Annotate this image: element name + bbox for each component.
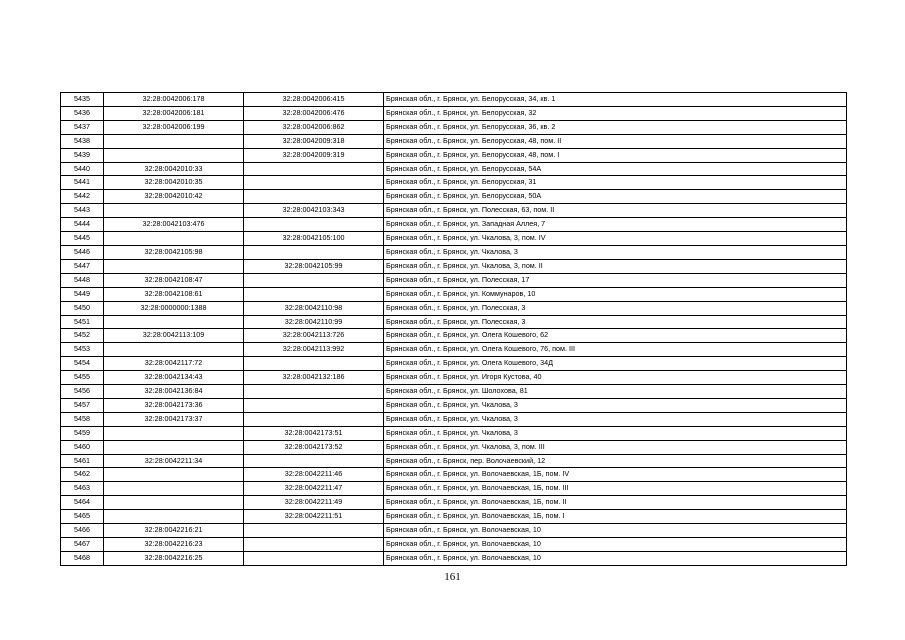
table-row [61, 357, 847, 371]
property-registry-table [60, 92, 847, 566]
table-row [61, 301, 847, 315]
row-number-cell: 5447 [61, 259, 104, 273]
table-row [61, 315, 847, 329]
land-plot-cadastral-cell [104, 343, 244, 357]
table-row [61, 551, 847, 565]
table-row [61, 245, 847, 259]
address-cell: Брянская обл., г. Брянск, ул. Белорусская, 54А [384, 162, 847, 176]
table-row [61, 120, 847, 134]
premises-cadastral-cell [244, 162, 384, 176]
premises-cadastral-cell [244, 287, 384, 301]
row-number-cell: 5457 [61, 398, 104, 412]
premises-cadastral-cell: 32:28:0042173:51 [244, 426, 384, 440]
land-plot-cadastral-cell: 32:28:0042105:98 [104, 245, 244, 259]
row-number-cell: 5442 [61, 190, 104, 204]
premises-cadastral-cell [244, 538, 384, 552]
row-number-cell: 5455 [61, 371, 104, 385]
row-number-cell: 5445 [61, 232, 104, 246]
land-plot-cadastral-cell [104, 315, 244, 329]
row-number-cell: 5443 [61, 204, 104, 218]
address-cell: Брянская обл., г. Брянск, ул. Белорусская, 32 [384, 106, 847, 120]
table-row [61, 232, 847, 246]
table-row [61, 204, 847, 218]
premises-cadastral-cell [244, 357, 384, 371]
land-plot-cadastral-cell: 32:28:0042006:199 [104, 120, 244, 134]
address-cell: Брянская обл., г. Брянск, ул. Олега Кошевого, 62 [384, 329, 847, 343]
table-row [61, 454, 847, 468]
row-number-cell: 5461 [61, 454, 104, 468]
premises-cadastral-cell: 32:28:0042173:52 [244, 440, 384, 454]
land-plot-cadastral-cell: 32:28:0042108:47 [104, 273, 244, 287]
address-cell: Брянская обл., г. Брянск, ул. Белорусская, 36, кв. 2 [384, 120, 847, 134]
land-plot-cadastral-cell: 32:28:0042216:21 [104, 524, 244, 538]
premises-cadastral-cell: 32:28:0042211:49 [244, 496, 384, 510]
table-row [61, 93, 847, 107]
address-cell: Брянская обл., г. Брянск, ул. Шолохова, 81 [384, 385, 847, 399]
row-number-cell: 5464 [61, 496, 104, 510]
row-number-cell: 5436 [61, 106, 104, 120]
table-row [61, 273, 847, 287]
premises-cadastral-cell: 32:28:0042105:100 [244, 232, 384, 246]
premises-cadastral-cell [244, 385, 384, 399]
table-row [61, 343, 847, 357]
address-cell: Брянская обл., г. Брянск, ул. Чкалова, 3 [384, 398, 847, 412]
premises-cadastral-cell: 32:28:0042132:186 [244, 371, 384, 385]
land-plot-cadastral-cell [104, 482, 244, 496]
row-number-cell: 5451 [61, 315, 104, 329]
table-row [61, 426, 847, 440]
row-number-cell: 5462 [61, 468, 104, 482]
table-row [61, 496, 847, 510]
premises-cadastral-cell [244, 524, 384, 538]
land-plot-cadastral-cell: 32:28:0042134:43 [104, 371, 244, 385]
land-plot-cadastral-cell: 32:28:0042010:33 [104, 162, 244, 176]
premises-cadastral-cell: 32:28:0042103:343 [244, 204, 384, 218]
premises-cadastral-cell: 32:28:0042006:862 [244, 120, 384, 134]
land-plot-cadastral-cell [104, 426, 244, 440]
address-cell: Брянская обл., г. Брянск, ул. Полесская, 3 [384, 315, 847, 329]
row-number-cell: 5444 [61, 218, 104, 232]
land-plot-cadastral-cell: 32:28:0042108:61 [104, 287, 244, 301]
table-row [61, 371, 847, 385]
address-cell: Брянская обл., г. Брянск, ул. Чкалова, 3, пом. IV [384, 232, 847, 246]
row-number-cell: 5450 [61, 301, 104, 315]
address-cell: Брянская обл., г. Брянск, ул. Олега Кошевого, 76, пом. III [384, 343, 847, 357]
row-number-cell: 5456 [61, 385, 104, 399]
row-number-cell: 5438 [61, 134, 104, 148]
address-cell: Брянская обл., г. Брянск, ул. Волочаевская, 1Б, пом. III [384, 482, 847, 496]
premises-cadastral-cell [244, 190, 384, 204]
table-row [61, 329, 847, 343]
row-number-cell: 5459 [61, 426, 104, 440]
row-number-cell: 5440 [61, 162, 104, 176]
land-plot-cadastral-cell: 32:28:0042010:35 [104, 176, 244, 190]
table-row [61, 287, 847, 301]
address-cell: Брянская обл., г. Брянск, ул. Белорусская, 34, кв. 1 [384, 93, 847, 107]
premises-cadastral-cell [244, 454, 384, 468]
premises-cadastral-cell [244, 398, 384, 412]
land-plot-cadastral-cell [104, 204, 244, 218]
land-plot-cadastral-cell: 32:28:0042173:36 [104, 398, 244, 412]
land-plot-cadastral-cell [104, 148, 244, 162]
row-number-cell: 5449 [61, 287, 104, 301]
row-number-cell: 5467 [61, 538, 104, 552]
address-cell: Брянская обл., г. Брянск, ул. Белорусская, 48, пом. I [384, 148, 847, 162]
land-plot-cadastral-cell [104, 259, 244, 273]
premises-cadastral-cell: 32:28:0042113:726 [244, 329, 384, 343]
land-plot-cadastral-cell [104, 134, 244, 148]
premises-cadastral-cell: 32:28:0042211:51 [244, 510, 384, 524]
table-row [61, 134, 847, 148]
row-number-cell: 5453 [61, 343, 104, 357]
address-cell: Брянская обл., г. Брянск, ул. Белорусская, 31 [384, 176, 847, 190]
row-number-cell: 5441 [61, 176, 104, 190]
premises-cadastral-cell [244, 176, 384, 190]
table-row [61, 440, 847, 454]
row-number-cell: 5468 [61, 551, 104, 565]
premises-cadastral-cell [244, 218, 384, 232]
table-row [61, 190, 847, 204]
address-cell: Брянская обл., г. Брянск, ул. Коммунаров, 10 [384, 287, 847, 301]
address-cell: Брянская обл., г. Брянск, ул. Полесская, 3 [384, 301, 847, 315]
address-cell: Брянская обл., г. Брянск, ул. Чкалова, 3, пом. III [384, 440, 847, 454]
premises-cadastral-cell: 32:28:0042009:318 [244, 134, 384, 148]
row-number-cell: 5437 [61, 120, 104, 134]
table-row [61, 538, 847, 552]
land-plot-cadastral-cell: 32:28:0042006:181 [104, 106, 244, 120]
table-row [61, 148, 847, 162]
table-row [61, 106, 847, 120]
table-row [61, 412, 847, 426]
address-cell: Брянская обл., г. Брянск, ул. Полесская, 17 [384, 273, 847, 287]
land-plot-cadastral-cell: 32:28:0042216:23 [104, 538, 244, 552]
premises-cadastral-cell: 32:28:0042211:47 [244, 482, 384, 496]
premises-cadastral-cell: 32:28:0042211:46 [244, 468, 384, 482]
address-cell: Брянская обл., г. Брянск, ул. Волочаевская, 1Б, пом. II [384, 496, 847, 510]
address-cell: Брянская обл., г. Брянск, ул. Игоря Кустова, 40 [384, 371, 847, 385]
row-number-cell: 5458 [61, 412, 104, 426]
row-number-cell: 5448 [61, 273, 104, 287]
registry-table-body [61, 93, 847, 566]
land-plot-cadastral-cell: 32:28:0042010:42 [104, 190, 244, 204]
land-plot-cadastral-cell: 32:28:0042113:109 [104, 329, 244, 343]
address-cell: Брянская обл., г. Брянск, ул. Западная Аллея, 7 [384, 218, 847, 232]
premises-cadastral-cell [244, 273, 384, 287]
row-number-cell: 5454 [61, 357, 104, 371]
table-row [61, 176, 847, 190]
table-row [61, 385, 847, 399]
table-row [61, 482, 847, 496]
page-number: 161 [444, 571, 461, 583]
address-cell: Брянская обл., г. Брянск, ул. Олега Кошевого, 34Д [384, 357, 847, 371]
table-row [61, 468, 847, 482]
land-plot-cadastral-cell [104, 510, 244, 524]
premises-cadastral-cell: 32:28:0042110:98 [244, 301, 384, 315]
premises-cadastral-cell [244, 412, 384, 426]
table-row [61, 398, 847, 412]
land-plot-cadastral-cell: 32:28:0042006:178 [104, 93, 244, 107]
premises-cadastral-cell [244, 551, 384, 565]
table-row [61, 218, 847, 232]
address-cell: Брянская обл., г. Брянск, ул. Волочаевская, 1Б, пом. I [384, 510, 847, 524]
table-row [61, 510, 847, 524]
address-cell: Брянская обл., г. Брянск, ул. Белорусская, 48, пом. II [384, 134, 847, 148]
row-number-cell: 5466 [61, 524, 104, 538]
premises-cadastral-cell: 32:28:0042105:99 [244, 259, 384, 273]
premises-cadastral-cell: 32:28:0042006:415 [244, 93, 384, 107]
land-plot-cadastral-cell: 32:28:0042117:72 [104, 357, 244, 371]
land-plot-cadastral-cell [104, 232, 244, 246]
row-number-cell: 5460 [61, 440, 104, 454]
row-number-cell: 5465 [61, 510, 104, 524]
address-cell: Брянская обл., г. Брянск, ул. Волочаевская, 1Б, пом. IV [384, 468, 847, 482]
row-number-cell: 5463 [61, 482, 104, 496]
land-plot-cadastral-cell: 32:28:0000000:1388 [104, 301, 244, 315]
premises-cadastral-cell: 32:28:0042006:476 [244, 106, 384, 120]
address-cell: Брянская обл., г. Брянск, ул. Чкалова, 3 [384, 426, 847, 440]
address-cell: Брянская обл., г. Брянск, ул. Волочаевская, 10 [384, 551, 847, 565]
land-plot-cadastral-cell: 32:28:0042216:25 [104, 551, 244, 565]
row-number-cell: 5435 [61, 93, 104, 107]
address-cell: Брянская обл., г. Брянск, ул. Волочаевская, 10 [384, 524, 847, 538]
row-number-cell: 5452 [61, 329, 104, 343]
premises-cadastral-cell: 32:28:0042009:319 [244, 148, 384, 162]
land-plot-cadastral-cell [104, 496, 244, 510]
address-cell: Брянская обл., г. Брянск, ул. Белорусская, 50А [384, 190, 847, 204]
table-row [61, 259, 847, 273]
premises-cadastral-cell: 32:28:0042110:99 [244, 315, 384, 329]
address-cell: Брянская обл., г. Брянск, ул. Волочаевская, 10 [384, 538, 847, 552]
address-cell: Брянская обл., г. Брянск, ул. Чкалова, 3, пом. II [384, 259, 847, 273]
land-plot-cadastral-cell: 32:28:0042103:476 [104, 218, 244, 232]
row-number-cell: 5446 [61, 245, 104, 259]
land-plot-cadastral-cell: 32:28:0042136:84 [104, 385, 244, 399]
row-number-cell: 5439 [61, 148, 104, 162]
address-cell: Брянская обл., г. Брянск, ул. Полесская, 63, пом. II [384, 204, 847, 218]
address-cell: Брянская обл., г. Брянск, ул. Чкалова, 3 [384, 245, 847, 259]
land-plot-cadastral-cell: 32:28:0042211:34 [104, 454, 244, 468]
land-plot-cadastral-cell [104, 440, 244, 454]
premises-cadastral-cell [244, 245, 384, 259]
table-row [61, 162, 847, 176]
address-cell: Брянская обл., г. Брянск, пер. Волочаевский, 12 [384, 454, 847, 468]
premises-cadastral-cell: 32:28:0042113:992 [244, 343, 384, 357]
address-cell: Брянская обл., г. Брянск, ул. Чкалова, 3 [384, 412, 847, 426]
land-plot-cadastral-cell [104, 468, 244, 482]
table-row [61, 524, 847, 538]
land-plot-cadastral-cell: 32:28:0042173:37 [104, 412, 244, 426]
